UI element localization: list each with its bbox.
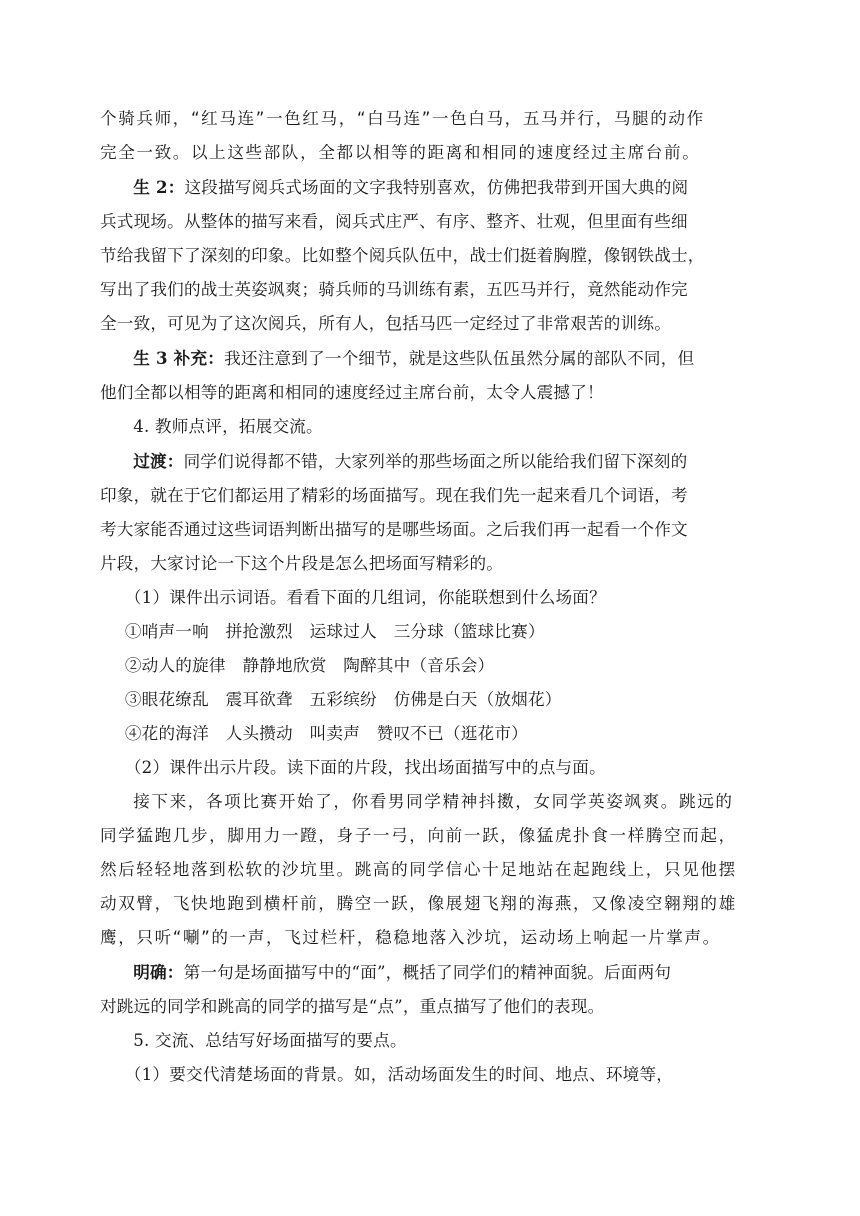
speaker-label: 生 2： [133, 177, 185, 197]
clarify-label: 明确： [133, 962, 184, 982]
text-line: 鹰，只听“唰”的一声，飞过栏杆，稳稳地落入沙坑，运动场上响起一片掌声。 [100, 928, 721, 947]
text-line: 然后轻轻地落到松软的沙坑里。跳高的同学信心十足地站在起跑线上，只见他摆 [100, 860, 737, 879]
text-line: 他们全都以相等的距离和相同的速度经过主席台前，太令人震撼了！ [100, 383, 604, 402]
text-line: 同学们说得都不错，大家列举的那些场面之所以能给我们留下深刻的 [183, 452, 688, 471]
list-item: （1）要交代清楚场面的背景。如，活动场面发生的时间、地点、环境等， [124, 1065, 674, 1084]
text-line: 这段描写阅兵式场面的文字我特别喜欢，仿佛把我带到开国大典的阅 [184, 178, 689, 197]
list-item: （2）课件出示片段。读下面的片段，找出场面描写中的点与面。 [124, 758, 606, 777]
text-line: 节给我留下了深刻的印象。比如整个阅兵队伍中，战士们挺着胸膛，像钢铁战士， [100, 246, 705, 265]
section-heading: 4. 教师点评，拓展交流。 [133, 417, 323, 436]
text-line: 片段，大家讨论一下这个片段是怎么把场面写精彩的。 [100, 554, 504, 573]
speaker-label: 生 3 补充： [133, 348, 225, 368]
list-item: ②动人的旋律 静静地欣赏 陶醉其中（音乐会） [124, 656, 495, 675]
text-line: 全一致，可见为了这次阅兵，所有人，包括马匹一定经过了非常艰苦的训练。 [100, 314, 671, 333]
paragraph-clarify [100, 955, 740, 990]
document-body [100, 102, 740, 1092]
text-line: 我还注意到了一个细节，就是这些队伍虽然分属的部队不同，但 [224, 349, 695, 368]
paragraph-student-2 [100, 170, 740, 205]
text-line: 对跳远的同学和跳高的同学的描写是“点”，重点描写了他们的表现。 [100, 997, 605, 1016]
text-line: 个骑兵师，“红马连”一色红马，“白马连”一色白马，五马并行，马腿的动作 [100, 109, 705, 128]
text-line: 完全一致。以上这些部队，全都以相等的距离和相同的速度经过主席台前。 [100, 143, 701, 162]
paragraph-student-3 [100, 341, 740, 376]
list-item: ①哨声一响 拼抢激烈 运球过人 三分球（篮球比赛） [124, 622, 545, 641]
list-item: ④花的海洋 人头攒动 叫卖声 赞叹不已（逛花市） [124, 724, 528, 743]
text-line: 动双臂，飞快地跑到横杆前，腾空一跃，像展翅飞翔的海燕，又像凌空翱翔的雄 [100, 894, 737, 913]
paragraph-transition [100, 444, 740, 479]
text-line: 同学猛跑几步，脚用力一蹬，身子一弓，向前一跃，像猛虎扑食一样腾空而起， [100, 826, 737, 845]
text-line: 第一句是场面描写中的“面”，概括了同学们的精神面貌。后面两句 [183, 963, 672, 982]
list-item: （1）课件出示词语。看看下面的几组词，你能联想到什么场面？ [124, 588, 606, 607]
text-line: 写出了我们的战士英姿飒爽；骑兵师的马训练有素，五匹马并行，竟然能动作完 [100, 280, 688, 299]
text-line: 兵式现场。从整体的描写来看，阅兵式庄严、有序、整齐、壮观，但里面有些细 [100, 212, 688, 231]
text-line: 接下来，各项比赛开始了，你看男同学精神抖擞，女同学英姿飒爽。跳远的 [133, 792, 734, 811]
section-heading: 5. 交流、总结写好场面描写的要点。 [133, 1031, 407, 1050]
list-item: ③眼花缭乱 震耳欲聋 五彩缤纷 仿佛是白天（放烟花） [124, 690, 562, 709]
transition-label: 过渡： [133, 451, 184, 471]
text-line: 考大家能否通过这些词语判断出描写的是哪些场面。之后我们再一起看一个作文 [100, 520, 688, 539]
text-line: 印象，就在于它们都运用了精彩的场面描写。现在我们先一起来看几个词语，考 [100, 486, 688, 505]
